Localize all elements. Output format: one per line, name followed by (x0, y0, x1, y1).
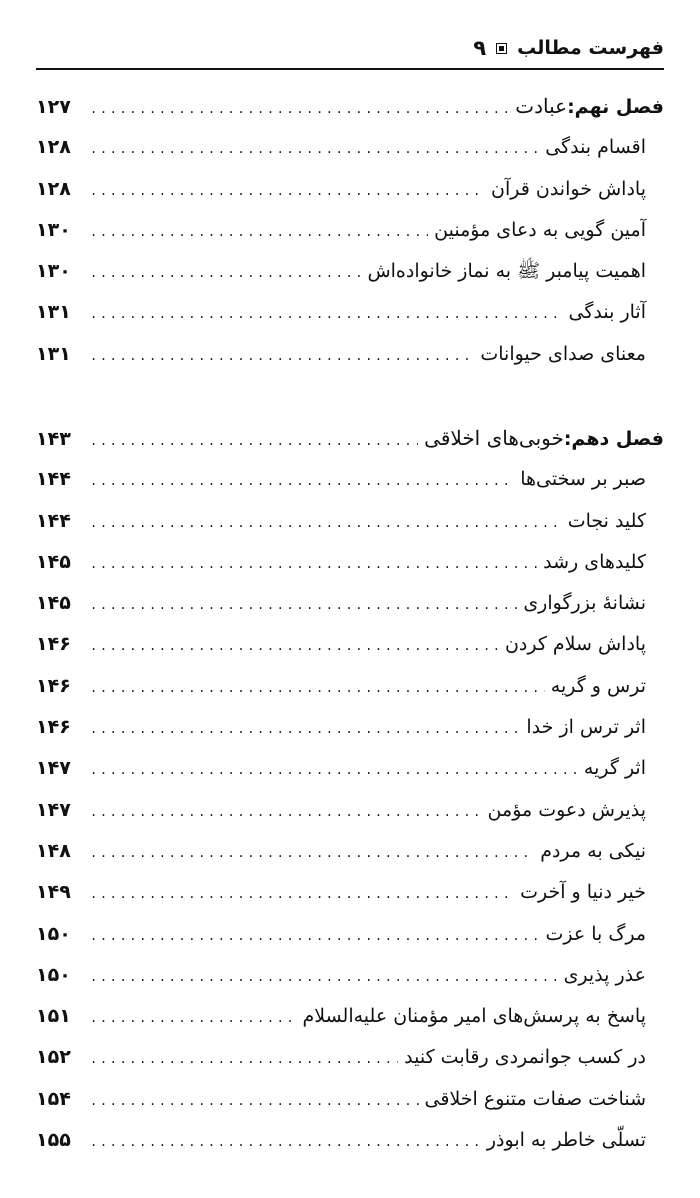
entry-title: اهمیت پیامبر ﷺ به نماز خانواده‌اش (367, 260, 646, 283)
toc-entry-row[interactable] (36, 666, 664, 707)
dot-leader (90, 585, 517, 626)
entry-title: در کسب جوانمردی رقابت کنید (404, 1046, 646, 1069)
dot-leader (90, 503, 562, 544)
page-number: ۱۴۷ (36, 757, 71, 780)
toc-chapter-row[interactable] (36, 418, 664, 459)
header-title: فهرست مطالب (517, 37, 664, 59)
page-number: ۱۴۴ (36, 468, 71, 491)
entry-title: خیر دنیا و آخرت (520, 881, 646, 904)
page-number: ۱۵۰ (36, 922, 71, 945)
entry-title: پذیرش دعوت مؤمن (487, 798, 646, 821)
dot-leader (90, 1122, 481, 1163)
toc-section-chapter-10 (36, 418, 664, 1161)
entry-title: معنای صدای حیوانات (480, 342, 646, 365)
dot-leader (90, 668, 545, 709)
page-number: ۱۲۸ (36, 177, 71, 200)
toc-entry-row[interactable] (36, 542, 664, 583)
toc-section-chapter-9 (36, 86, 664, 375)
toc-entry-row[interactable] (36, 292, 664, 333)
entry-title: صبر بر سختی‌ها (520, 468, 646, 491)
dot-leader (90, 336, 474, 377)
dot-leader (90, 750, 578, 791)
entry-title: کلیدهای رشد (543, 550, 646, 573)
page-number: ۱۴۶ (36, 716, 71, 739)
header-page-number: ۹ (473, 36, 487, 60)
dot-leader (90, 544, 537, 585)
square-ornament-icon (496, 43, 507, 54)
page-number: ۱۵۱ (36, 1005, 71, 1028)
page-number: ۱۵۴ (36, 1087, 71, 1110)
dot-leader (90, 294, 563, 335)
chapter-title: خوبی‌های اخلاقی (424, 426, 564, 450)
toc-entry-row[interactable] (36, 1079, 664, 1120)
page-number: ۱۴۴ (36, 509, 71, 532)
dot-leader (90, 709, 520, 750)
dot-leader (90, 1039, 398, 1080)
dot-leader (90, 1081, 419, 1122)
page-number: ۱۴۵ (36, 550, 71, 573)
entry-title: تسلّی خاطر به ابوذر (486, 1129, 646, 1152)
toc-entry-row[interactable] (36, 459, 664, 500)
page-number: ۱۴۶ (36, 633, 71, 656)
dot-leader (90, 461, 514, 502)
entry-title: مرگ با عزت (545, 922, 646, 945)
toc-entry-row[interactable] (36, 127, 664, 168)
page-number: ۱۲۸ (36, 136, 71, 159)
toc-entry-row[interactable] (36, 501, 664, 542)
dot-leader (90, 874, 514, 915)
toc-entry-row[interactable] (36, 334, 664, 375)
page-number: ۱۳۰ (36, 260, 71, 283)
entry-title: عذر پذیری (563, 963, 646, 986)
toc-entry-row[interactable] (36, 872, 664, 913)
entry-title: اقسام بندگی (545, 136, 646, 159)
toc-entry-row[interactable] (36, 624, 664, 665)
entry-title: نیکی به مردم (540, 839, 646, 862)
dot-leader (90, 253, 361, 294)
toc-entry-row[interactable] (36, 790, 664, 831)
page-number: ۱۵۲ (36, 1046, 71, 1069)
entry-title: اثر ترس از خدا (526, 716, 646, 739)
page-number: ۱۳۱ (36, 301, 71, 324)
entry-title: آثار بندگی (568, 301, 646, 324)
page-number: ۱۲۷ (36, 96, 71, 118)
page-number: ۱۴۸ (36, 839, 71, 862)
entry-title: اثر گریه (583, 757, 646, 780)
entry-title: آمین گویی به دعای مؤمنین (434, 218, 646, 241)
dot-leader (90, 212, 428, 253)
dot-leader (90, 421, 418, 462)
entry-title: نشانهٔ بزرگواری (523, 592, 646, 615)
page-number: ۱۴۷ (36, 798, 71, 821)
running-header (36, 28, 664, 70)
page-number: ۱۳۰ (36, 218, 71, 241)
toc-entry-row[interactable] (36, 955, 664, 996)
page-number: ۱۴۶ (36, 674, 71, 697)
toc-entry-row[interactable] (36, 707, 664, 748)
entry-title: کلید نجات (567, 509, 646, 532)
dot-leader (90, 957, 558, 998)
page-number: ۱۳۱ (36, 342, 71, 365)
entry-title: ترس و گریه (550, 674, 646, 697)
dot-leader (90, 171, 485, 212)
dot-leader (90, 626, 499, 667)
page-number: ۱۴۹ (36, 881, 71, 904)
toc-entry-row[interactable] (36, 169, 664, 210)
chapter-label: فصل نهم: (567, 96, 664, 118)
toc-entry-row[interactable] (36, 831, 664, 872)
entry-title: پاداش خواندن قرآن (491, 177, 646, 200)
toc-entry-row[interactable] (36, 210, 664, 251)
entry-title: شناخت صفات متنوع اخلاقی (424, 1087, 646, 1110)
toc-entry-row[interactable] (36, 583, 664, 624)
dot-leader (90, 998, 296, 1039)
toc-entry-row[interactable] (36, 251, 664, 292)
dot-leader (90, 89, 509, 130)
toc-entry-row[interactable] (36, 996, 664, 1037)
page-number: ۱۵۰ (36, 963, 71, 986)
entry-title: پاسخ به پرسش‌های امیر مؤمنان علیه‌السلام (302, 1005, 646, 1028)
toc-entry-row[interactable] (36, 1120, 664, 1161)
dot-leader (90, 833, 534, 874)
page-number: ۱۴۳ (36, 428, 71, 450)
chapter-label: فصل دهم: (563, 428, 664, 450)
dot-leader (90, 129, 539, 170)
toc-entry-row[interactable] (36, 914, 664, 955)
chapter-title: عبادت (515, 94, 568, 118)
dot-leader (90, 792, 482, 833)
toc-entry-row[interactable] (36, 748, 664, 789)
toc-chapter-row[interactable] (36, 86, 664, 127)
dot-leader (90, 916, 539, 957)
toc-entry-row[interactable] (36, 1037, 664, 1078)
page-number: ۱۵۵ (36, 1129, 71, 1152)
entry-title: پاداش سلام کردن (504, 633, 646, 656)
page-number: ۱۴۵ (36, 592, 71, 615)
